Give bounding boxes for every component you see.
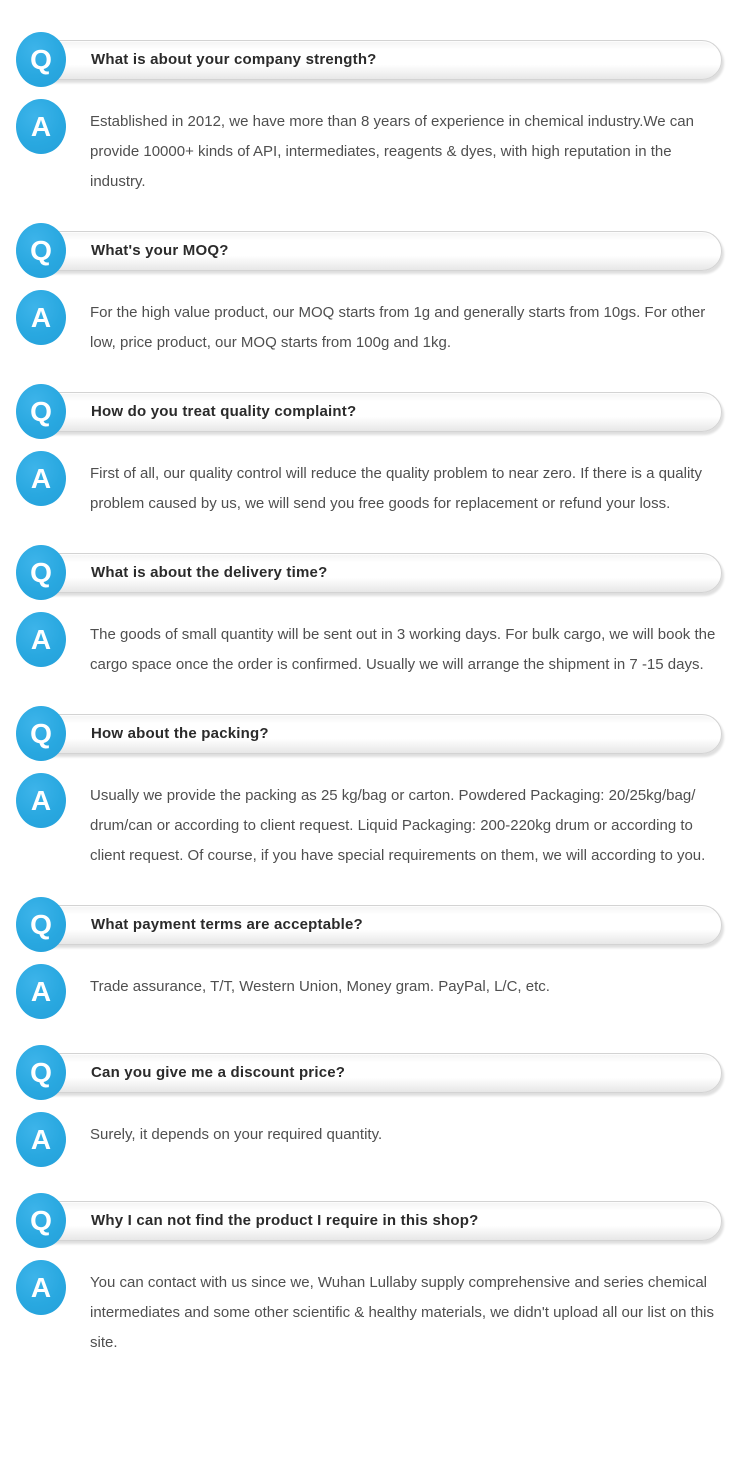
question-pill	[30, 231, 722, 271]
q-badge	[16, 545, 66, 600]
a-badge	[16, 1260, 66, 1315]
q-badge-letter: Q	[30, 908, 52, 940]
question-text: What payment terms are acceptable?	[91, 916, 363, 933]
q-badge	[16, 706, 66, 761]
faq-section	[0, 32, 750, 1358]
a-badge-letter: A	[30, 623, 52, 655]
q-badge	[16, 897, 66, 952]
answer-text: First of all, our quality control will reduce the quality problem to near zero. If there is a quality problem caused by us, we will send you free goods for replacement or refund your loss.	[90, 465, 702, 512]
question-text: Why I can not find the product I require in this shop?	[91, 1212, 479, 1229]
answer-text: Trade assurance, T/T, Western Union, Money gram. PayPal, L/C, etc.	[90, 978, 550, 995]
question-pill	[30, 1053, 722, 1093]
answer-text: Surely, it depends on your required quantity.	[90, 1126, 383, 1143]
answer-text: Usually we provide the packing as 25 kg/bag or carton. Powdered Packaging: 20/25kg/bag/ drum/can or according to client request. Liquid Packaging: 200-220kg drum or according to client request. Of course, if you have special requirements on them, we will according to you.	[90, 787, 706, 864]
question-text: How do you treat quality complaint?	[91, 403, 357, 420]
answer-row	[16, 1112, 722, 1167]
question-pill	[30, 392, 722, 432]
q-badge-letter: Q	[30, 1204, 52, 1236]
question-text: What's your MOQ?	[91, 242, 229, 259]
question-pill	[30, 905, 722, 945]
q-badge-letter: Q	[30, 43, 52, 75]
answer-text: Established in 2012, we have more than 8 years of experience in chemical industry.We can provide 10000+ kinds of API, intermediates, reagents & dyes, with high reputation in the industry.	[90, 113, 694, 190]
question-pill	[30, 40, 722, 80]
q-badge-letter: Q	[30, 395, 52, 427]
a-badge-letter: A	[30, 110, 52, 142]
question-row	[16, 384, 722, 439]
a-badge	[16, 612, 66, 667]
answer-row	[16, 290, 722, 358]
question-text: How about the packing?	[91, 725, 269, 742]
question-text: What is about the delivery time?	[91, 564, 328, 581]
question-row	[16, 1045, 722, 1100]
faq-item	[0, 384, 750, 519]
a-badge-letter: A	[30, 1123, 52, 1155]
q-badge-letter: Q	[30, 717, 52, 749]
a-badge	[16, 773, 66, 828]
question-pill	[30, 1201, 722, 1241]
a-badge	[16, 964, 66, 1019]
q-badge-letter: Q	[30, 1056, 52, 1088]
answer-row	[16, 612, 722, 680]
question-pill	[30, 714, 722, 754]
a-badge-letter: A	[30, 462, 52, 494]
question-row	[16, 1193, 722, 1248]
faq-item	[0, 32, 750, 197]
a-badge	[16, 290, 66, 345]
answer-row	[16, 773, 722, 871]
answer-text: The goods of small quantity will be sent out in 3 working days. For bulk cargo, we will book the cargo space once the order is confirmed. Usually we will arrange the shipment in 7 -15 days.	[90, 626, 716, 673]
faq-item	[0, 1045, 750, 1167]
faq-item	[0, 223, 750, 358]
answer-text: For the high value product, our MOQ starts from 1g and generally starts from 10gs. For other low, price product, our MOQ starts from 100g and 1kg.	[90, 304, 706, 351]
question-text: Can you give me a discount price?	[91, 1064, 346, 1081]
q-badge	[16, 1193, 66, 1248]
q-badge-letter: Q	[30, 234, 52, 266]
a-badge	[16, 1112, 66, 1167]
q-badge	[16, 223, 66, 278]
answer-text: You can contact with us since we, Wuhan Lullaby supply comprehensive and series chemical intermediates and some other scientific & healthy materials, we didn't upload all our list on this site.	[90, 1274, 715, 1351]
question-pill	[30, 553, 722, 593]
a-badge	[16, 451, 66, 506]
q-badge	[16, 32, 66, 87]
faq-item	[0, 1193, 750, 1358]
q-badge	[16, 384, 66, 439]
question-row	[16, 897, 722, 952]
question-text: What is about your company strength?	[91, 51, 377, 68]
a-badge-letter: A	[30, 301, 52, 333]
q-badge	[16, 1045, 66, 1100]
a-badge-letter: A	[30, 784, 52, 816]
faq-item	[0, 706, 750, 871]
answer-row	[16, 964, 722, 1019]
question-row	[16, 223, 722, 278]
q-badge-letter: Q	[30, 556, 52, 588]
answer-row	[16, 1260, 722, 1358]
question-row	[16, 706, 722, 761]
faq-item	[0, 545, 750, 680]
answer-row	[16, 99, 722, 197]
a-badge-letter: A	[30, 1271, 52, 1303]
question-row	[16, 545, 722, 600]
a-badge-letter: A	[30, 975, 52, 1007]
answer-row	[16, 451, 722, 519]
a-badge	[16, 99, 66, 154]
question-row	[16, 32, 722, 87]
faq-item	[0, 897, 750, 1019]
